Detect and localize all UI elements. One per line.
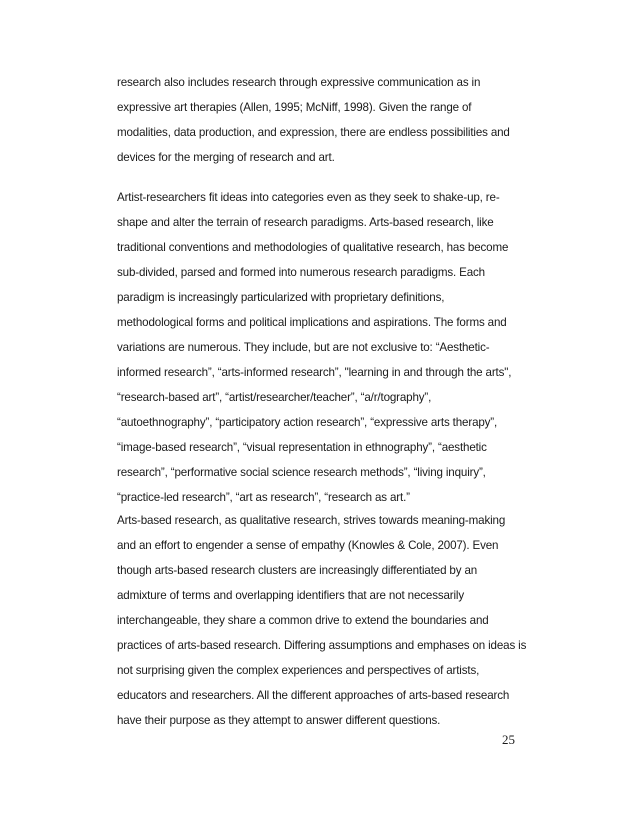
text-line: “autoethnography”, “participatory action research”, “expressive arts therapy”, <box>117 416 498 429</box>
text-line: not surprising given the complex experiences and perspectives of artists, <box>117 664 480 677</box>
text-line: have their purpose as they attempt to answer different questions. <box>117 714 441 727</box>
text-line: interchangeable, they share a common drive to extend the boundaries and <box>117 614 489 627</box>
page-number: 25 <box>502 732 515 747</box>
text-line: research”, “performative social science research methods”, “living inquiry”, <box>117 466 486 479</box>
text-line: “practice-led research”, “art as research”, “research as art.” <box>117 491 410 504</box>
text-line: sub-divided, parsed and formed into numerous research paradigms. Each <box>117 266 485 279</box>
text-line: admixture of terms and overlapping identifiers that are not necessarily <box>117 589 465 602</box>
text-line: and an effort to engender a sense of empathy (Knowles & Cole, 2007). Even <box>117 539 499 552</box>
text-line: paradigm is increasingly particularized with proprietary definitions, <box>117 291 445 304</box>
text-line: informed research”, “arts-informed research”, "learning in and through the arts", <box>117 366 512 379</box>
text-line: modalities, data production, and expression, there are endless possibilities and <box>117 126 510 139</box>
text-line: methodological forms and political implications and aspirations. The forms and <box>117 316 507 329</box>
text-line: practices of arts-based research. Differing assumptions and emphases on ideas is <box>117 639 527 652</box>
text-line: educators and researchers. All the different approaches of arts-based research <box>117 689 510 702</box>
text-line: “image-based research”, “visual representation in ethnography”, “aesthetic <box>117 441 487 454</box>
text-line: research also includes research through expressive communication as in <box>117 76 481 89</box>
text-line: variations are numerous. They include, but are not exclusive to: “Aesthetic- <box>117 341 490 354</box>
text-line: though arts-based research clusters are increasingly differentiated by an <box>117 564 478 577</box>
text-line: shape and alter the terrain of research paradigms. Arts-based research, like <box>117 216 494 229</box>
text-line: devices for the merging of research and art. <box>117 151 335 164</box>
text-line: Arts-based research, as qualitative research, strives towards meaning-making <box>117 514 506 527</box>
text-line: traditional conventions and methodologies of qualitative research, has become <box>117 241 509 254</box>
text-line: expressive art therapies (Allen, 1995; McNiff, 1998). Given the range of <box>117 101 472 114</box>
text-line: “research-based art”, “artist/researcher/teacher”, “a/r/tography”, <box>117 391 432 404</box>
text-line: Artist-researchers fit ideas into categories even as they seek to shake-up, re- <box>117 191 500 204</box>
